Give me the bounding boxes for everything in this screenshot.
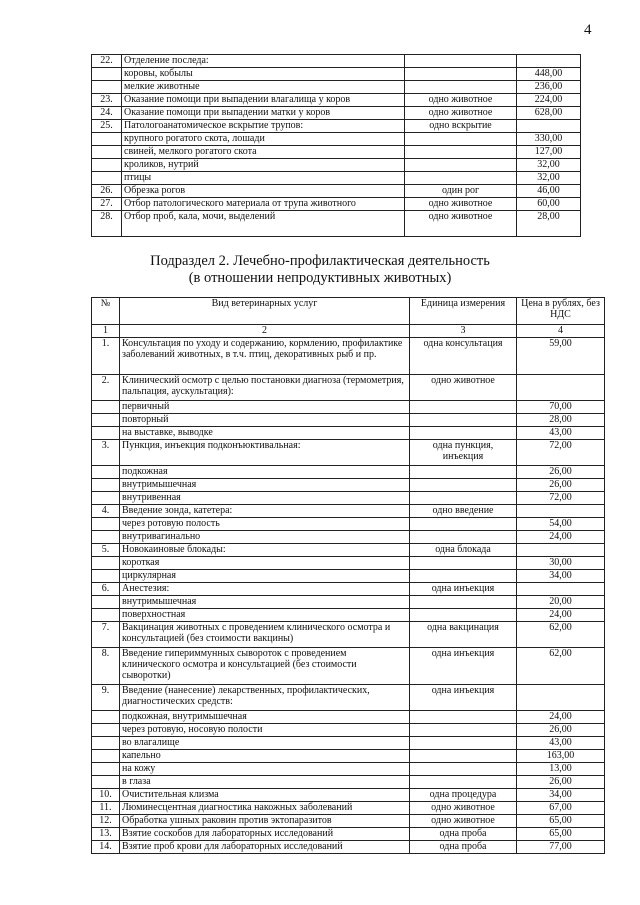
unit — [410, 724, 517, 737]
row-number: 28. — [92, 211, 122, 237]
row-number — [92, 466, 120, 479]
unit: одна инъекция — [410, 583, 517, 596]
service-name: кроликов, нутрий — [122, 159, 405, 172]
unit: одна вакцинация — [410, 622, 517, 648]
table-row — [92, 724, 605, 737]
unit: одно вскрытие — [405, 120, 517, 133]
row-number — [92, 518, 120, 531]
service-name: Оказание помощи при выпадении влагалища у коров — [122, 94, 405, 107]
row-number: 12. — [92, 815, 120, 828]
table-row — [92, 172, 581, 185]
price — [517, 375, 605, 401]
unit: одно животное — [405, 211, 517, 237]
row-number — [92, 531, 120, 544]
row-number: 8. — [92, 648, 120, 685]
unit: одна консультация — [410, 338, 517, 375]
row-number: 27. — [92, 198, 122, 211]
unit — [410, 466, 517, 479]
subsection-subtitle: (в отношении непродуктивных животных) — [188, 270, 452, 286]
column-number-row — [92, 325, 605, 338]
row-number — [92, 68, 122, 81]
service-name: Патологоанатомическое вскрытие трупов: — [122, 120, 405, 133]
service-name: Новокаиновые блокады: — [120, 544, 410, 557]
price: 236,00 — [517, 81, 581, 94]
unit — [410, 776, 517, 789]
unit: одно животное — [405, 198, 517, 211]
col-number: 1 — [92, 325, 120, 338]
row-number — [92, 492, 120, 505]
price: 32,00 — [517, 172, 581, 185]
unit: одно животное — [405, 107, 517, 120]
price — [517, 583, 605, 596]
row-number — [92, 750, 120, 763]
price: 72,00 — [517, 440, 605, 466]
table-row — [92, 518, 605, 531]
table-row — [92, 107, 581, 120]
price: 43,00 — [517, 427, 605, 440]
price — [517, 505, 605, 518]
header-price: Цена в рублях, без НДС — [517, 298, 605, 325]
service-name: циркулярная — [120, 570, 410, 583]
table-row — [92, 609, 605, 622]
price — [517, 55, 581, 68]
service-name: через ротовую полость — [120, 518, 410, 531]
row-number: 9. — [92, 685, 120, 711]
service-name: Обрезка рогов — [122, 185, 405, 198]
table-row — [92, 685, 605, 711]
unit: одна инъекция — [410, 648, 517, 685]
service-name: на кожу — [120, 763, 410, 776]
row-number — [92, 81, 122, 94]
unit — [410, 570, 517, 583]
price: 60,00 — [517, 198, 581, 211]
price: 628,00 — [517, 107, 581, 120]
service-name: Пункция, инъекция подконъюктивальная: — [120, 440, 410, 466]
row-number — [92, 596, 120, 609]
unit: одна процедура — [410, 789, 517, 802]
row-number — [92, 737, 120, 750]
service-name: повторный — [120, 414, 410, 427]
col-number: 2 — [120, 325, 410, 338]
price: 54,00 — [517, 518, 605, 531]
unit — [405, 55, 517, 68]
service-name: птицы — [122, 172, 405, 185]
row-number — [92, 479, 120, 492]
price: 65,00 — [517, 828, 605, 841]
service-name: подкожная — [120, 466, 410, 479]
unit — [410, 479, 517, 492]
price: 32,00 — [517, 159, 581, 172]
service-name: Отделение последа: — [122, 55, 405, 68]
service-name: капельно — [120, 750, 410, 763]
row-number: 10. — [92, 789, 120, 802]
table-row — [92, 120, 581, 133]
service-name: Оказание помощи при выпадении матки у коров — [122, 107, 405, 120]
unit — [410, 737, 517, 750]
price: 448,00 — [517, 68, 581, 81]
table-row — [92, 55, 581, 68]
price: 26,00 — [517, 724, 605, 737]
table-row — [92, 94, 581, 107]
price: 62,00 — [517, 622, 605, 648]
row-number: 6. — [92, 583, 120, 596]
unit: одно введение — [410, 505, 517, 518]
price: 24,00 — [517, 711, 605, 724]
price: 13,00 — [517, 763, 605, 776]
table-row — [92, 211, 581, 237]
table-row — [92, 815, 605, 828]
table-row — [92, 570, 605, 583]
price — [517, 544, 605, 557]
row-number: 26. — [92, 185, 122, 198]
service-name: Вакцинация животных с проведением клинического осмотра и консультацией (без стоимости вакцины) — [120, 622, 410, 648]
table-row — [92, 198, 581, 211]
unit — [405, 172, 517, 185]
row-number — [92, 776, 120, 789]
table-row — [92, 648, 605, 685]
unit — [410, 609, 517, 622]
row-number — [92, 172, 122, 185]
table-row — [92, 557, 605, 570]
price: 20,00 — [517, 596, 605, 609]
unit: одно животное — [405, 94, 517, 107]
table-row — [92, 159, 581, 172]
price: 330,00 — [517, 133, 581, 146]
price: 34,00 — [517, 570, 605, 583]
service-name: коровы, кобылы — [122, 68, 405, 81]
row-number — [92, 711, 120, 724]
table-row — [92, 68, 581, 81]
table-row — [92, 802, 605, 815]
subsection-title: Подраздел 2. Лечебно-профилактическая деятельность — [150, 253, 490, 269]
unit — [410, 531, 517, 544]
table-row — [92, 711, 605, 724]
service-name: Консультация по уходу и содержанию, кормлению, профилактике заболеваний животных, в т.ч. птиц, декоративных рыб и пр. — [120, 338, 410, 375]
price: 26,00 — [517, 466, 605, 479]
unit — [405, 68, 517, 81]
service-name: подкожная, внутримышечная — [120, 711, 410, 724]
service-name: внутримышечная — [120, 596, 410, 609]
row-number — [92, 146, 122, 159]
price-table-nonproductive — [91, 297, 605, 854]
price: 67,00 — [517, 802, 605, 815]
unit: одна пункция, инъекция — [410, 440, 517, 466]
row-number — [92, 159, 122, 172]
service-name: Взятие проб крови для лабораторных исследований — [120, 841, 410, 854]
price: 43,00 — [517, 737, 605, 750]
row-number: 5. — [92, 544, 120, 557]
unit: одно животное — [410, 802, 517, 815]
table-row — [92, 737, 605, 750]
price: 30,00 — [517, 557, 605, 570]
service-name: внутривенная — [120, 492, 410, 505]
service-name: в глаза — [120, 776, 410, 789]
unit: одно животное — [410, 815, 517, 828]
unit — [410, 763, 517, 776]
unit — [410, 492, 517, 505]
table-row — [92, 401, 605, 414]
row-number — [92, 724, 120, 737]
row-number: 13. — [92, 828, 120, 841]
row-number: 1. — [92, 338, 120, 375]
table-row — [92, 841, 605, 854]
row-number — [92, 414, 120, 427]
price: 62,00 — [517, 648, 605, 685]
unit: один рог — [405, 185, 517, 198]
price: 28,00 — [517, 414, 605, 427]
unit — [405, 81, 517, 94]
price: 72,00 — [517, 492, 605, 505]
service-name: Анестезия: — [120, 583, 410, 596]
price: 26,00 — [517, 776, 605, 789]
service-name: внутривагинально — [120, 531, 410, 544]
service-name: поверхностная — [120, 609, 410, 622]
unit — [410, 427, 517, 440]
price: 28,00 — [517, 211, 581, 237]
unit — [410, 711, 517, 724]
table-header-row — [92, 298, 605, 325]
price: 127,00 — [517, 146, 581, 159]
row-number: 3. — [92, 440, 120, 466]
price: 224,00 — [517, 94, 581, 107]
header-unit: Единица измерения — [410, 298, 517, 325]
unit — [410, 596, 517, 609]
service-name: на выставке, выводке — [120, 427, 410, 440]
service-name: свиней, мелкого рогатого скота — [122, 146, 405, 159]
price: 24,00 — [517, 531, 605, 544]
table-row — [92, 828, 605, 841]
row-number: 4. — [92, 505, 120, 518]
table-row — [92, 427, 605, 440]
unit — [405, 133, 517, 146]
price: 59,00 — [517, 338, 605, 375]
table-row — [92, 338, 605, 375]
unit — [410, 414, 517, 427]
row-number — [92, 763, 120, 776]
table-row — [92, 789, 605, 802]
row-number — [92, 133, 122, 146]
unit — [410, 557, 517, 570]
table-row — [92, 133, 581, 146]
service-name: Взятие соскобов для лабораторных исследований — [120, 828, 410, 841]
table-row — [92, 583, 605, 596]
row-number: 7. — [92, 622, 120, 648]
price: 24,00 — [517, 609, 605, 622]
price: 26,00 — [517, 479, 605, 492]
table-row — [92, 622, 605, 648]
page-number: 4 — [584, 22, 592, 38]
row-number: 14. — [92, 841, 120, 854]
unit — [410, 750, 517, 763]
price: 70,00 — [517, 401, 605, 414]
price — [517, 685, 605, 711]
unit: одна инъекция — [410, 685, 517, 711]
header-number: № — [92, 298, 120, 325]
unit — [405, 159, 517, 172]
service-name: Люминесцентная диагностика накожных заболеваний — [120, 802, 410, 815]
table-row — [92, 414, 605, 427]
row-number — [92, 570, 120, 583]
table-row — [92, 440, 605, 466]
table-row — [92, 750, 605, 763]
table-row — [92, 596, 605, 609]
price: 46,00 — [517, 185, 581, 198]
table-row — [92, 479, 605, 492]
table-row — [92, 531, 605, 544]
service-name: Введение (нанесение) лекарственных, профилактических, диагностических средств: — [120, 685, 410, 711]
header-service: Вид ветеринарных услуг — [120, 298, 410, 325]
unit: одна проба — [410, 841, 517, 854]
service-name: короткая — [120, 557, 410, 570]
row-number: 2. — [92, 375, 120, 401]
row-number — [92, 427, 120, 440]
service-name: мелкие животные — [122, 81, 405, 94]
unit — [410, 518, 517, 531]
table-row — [92, 466, 605, 479]
table-row — [92, 185, 581, 198]
price: 34,00 — [517, 789, 605, 802]
price: 65,00 — [517, 815, 605, 828]
service-name: Введение зонда, катетера: — [120, 505, 410, 518]
table-row — [92, 81, 581, 94]
service-name: внутримышечная — [120, 479, 410, 492]
unit: одна проба — [410, 828, 517, 841]
service-name: Введение гипериммунных сывороток с проведением клинического осмотра и консультацией (без стоимости сыворотки) — [120, 648, 410, 685]
table-row — [92, 776, 605, 789]
table-row — [92, 763, 605, 776]
service-name: Обработка ушных раковин против эктопаразитов — [120, 815, 410, 828]
row-number — [92, 557, 120, 570]
table-row — [92, 505, 605, 518]
price-table-continued — [91, 54, 581, 237]
service-name: Отбор патологического материала от трупа животного — [122, 198, 405, 211]
service-name: через ротовую, носовую полости — [120, 724, 410, 737]
price: 77,00 — [517, 841, 605, 854]
row-number: 23. — [92, 94, 122, 107]
row-number: 11. — [92, 802, 120, 815]
row-number: 22. — [92, 55, 122, 68]
row-number — [92, 401, 120, 414]
table-row — [92, 544, 605, 557]
row-number: 24. — [92, 107, 122, 120]
table-row — [92, 375, 605, 401]
row-number: 25. — [92, 120, 122, 133]
col-number: 3 — [410, 325, 517, 338]
unit: одно животное — [410, 375, 517, 401]
unit: одна блокада — [410, 544, 517, 557]
unit — [410, 401, 517, 414]
table-row — [92, 492, 605, 505]
unit — [405, 146, 517, 159]
row-number — [92, 609, 120, 622]
service-name: во влагалище — [120, 737, 410, 750]
service-name: Очистительная клизма — [120, 789, 410, 802]
service-name: первичный — [120, 401, 410, 414]
service-name: крупного рогатого скота, лошади — [122, 133, 405, 146]
col-number: 4 — [517, 325, 605, 338]
service-name: Клинический осмотр с целью постановки диагноза (термометрия, пальпация, аускультация): — [120, 375, 410, 401]
service-name: Отбор проб, кала, мочи, выделений — [122, 211, 405, 237]
table-row — [92, 146, 581, 159]
price — [517, 120, 581, 133]
price: 163,00 — [517, 750, 605, 763]
